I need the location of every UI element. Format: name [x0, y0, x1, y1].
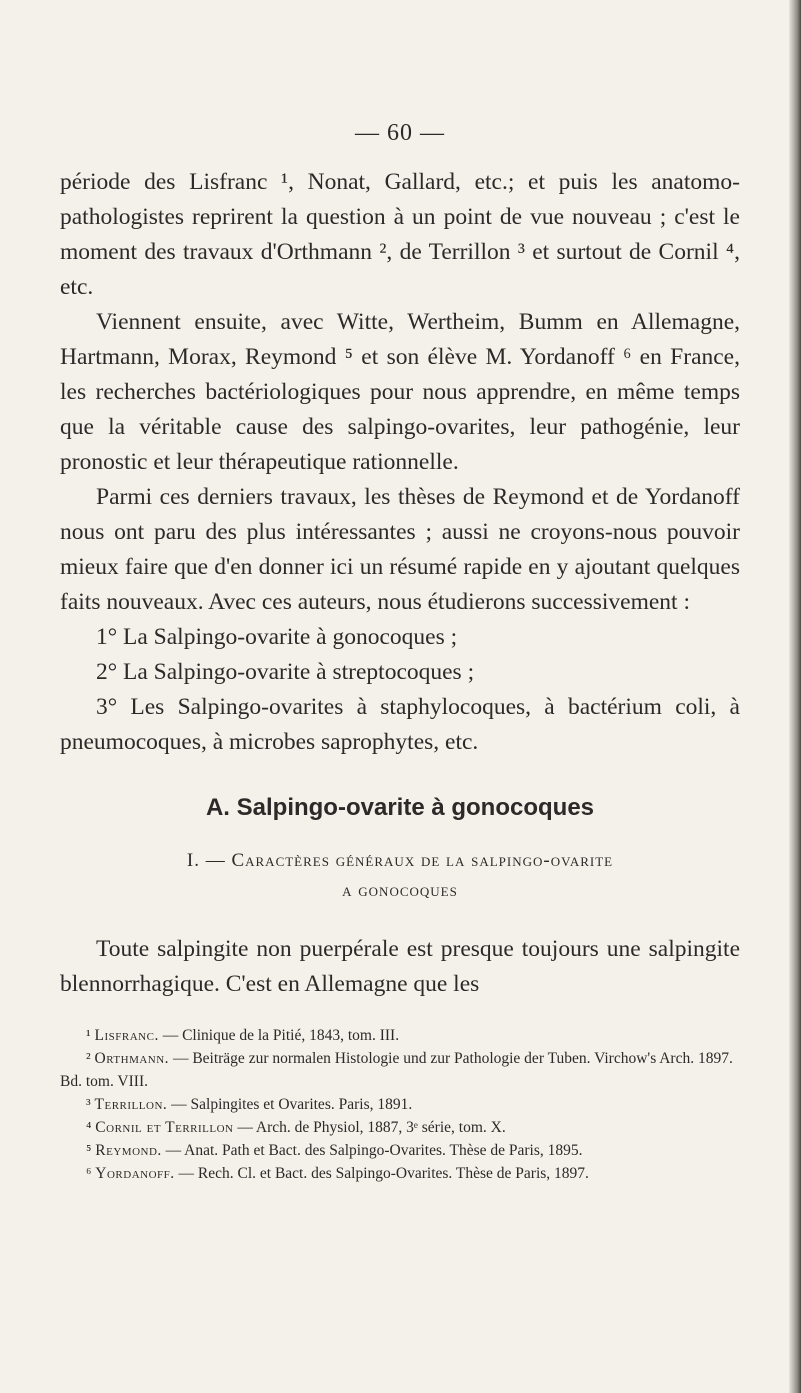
paragraph-1: période des Lisfranc ¹, Nonat, Gallard, etc.; et puis les anatomo-pathologistes reprirent la question à un point de vue nouveau ; c'est le moment des travaux d'Orthmann ², de Terrillon ³ et surtout de Cornil ⁴, etc.	[60, 169, 740, 300]
footnote-text: — Salpingites et Ovarites. Paris, 1891.	[171, 1096, 413, 1113]
footnotes	[60, 1024, 740, 1185]
footnote-author: Lisfranc.	[94, 1027, 159, 1044]
list-item: 3° Les Salpingo-ovarites à staphylocoques, à bactérium coli, à pneumocoques, à microbes saprophytes, etc.	[60, 694, 740, 755]
footnote-author: Reymond.	[95, 1142, 162, 1159]
footnote	[60, 1093, 740, 1116]
footnote	[60, 1116, 740, 1139]
footnote-text: — Anat. Path et Bact. des Salpingo-Ovarites. Thèse de Paris, 1895.	[165, 1142, 583, 1159]
list-item: 1° La Salpingo-ovarite à gonocoques ;	[96, 624, 458, 650]
footnote-mark: ¹	[86, 1027, 91, 1044]
footnote-author: Orthmann.	[94, 1050, 170, 1067]
paragraph-4: Toute salpingite non puerpérale est presque toujours une salpingite blennorrhagique. C'est en Allemagne que les	[60, 936, 740, 997]
page-edge-shadow	[789, 0, 801, 1393]
page-number: — 60 —	[355, 120, 445, 146]
section-heading: A. Salpingo-ovarite à gonocoques	[205, 794, 595, 821]
footnote-text: — Rech. Cl. et Bact. des Salpingo-Ovarites. Thèse de Paris, 1897.	[178, 1165, 589, 1182]
sub-heading-line-1: I. — Caractères généraux de la salpingo-ovarite	[186, 850, 614, 871]
paragraph-2: Viennent ensuite, avec Witte, Wertheim, Bumm en Allemagne, Hartmann, Morax, Reymond ⁵ et son élève M. Yordanoff ⁶ en France, les recherches bactériologiques pour nous apprendre, en même temps que la véritable cause des salpingo-ovarites, leur pathogénie, leur pronostic et leur thérapeutique rationnelle.	[60, 309, 740, 475]
footnote-mark: ²	[86, 1050, 91, 1067]
footnote-text: — Arch. de Physiol, 1887, 3ᵉ série, tom. X.	[237, 1119, 506, 1136]
footnote	[60, 1047, 740, 1093]
list-item: 2° La Salpingo-ovarite à streptocoques ;	[96, 659, 475, 685]
footnote-author: Terrillon.	[94, 1096, 168, 1113]
footnote	[60, 1139, 740, 1162]
footnote-mark: ⁶	[86, 1165, 92, 1182]
footnote-author: Cornil et Terrillon	[95, 1119, 234, 1136]
footnote-mark: ⁴	[86, 1119, 92, 1136]
paragraph-3: Parmi ces derniers travaux, les thèses de Reymond et de Yordanoff nous ont paru des plus intéressantes ; aussi ne croyons-nous pouvoir mieux faire que d'en donner ici un résumé rapide en y ajoutant quelques faits nouveaux. Avec ces auteurs, nous étudierons successivement :	[60, 484, 740, 615]
footnote-mark: ⁵	[86, 1142, 92, 1159]
sub-heading	[60, 846, 740, 906]
footnote-text: — Beiträge zur normalen Histologie und zur Pathologie der Tuben. Virchow's Arch. 1897. Bd. tom. VIII.	[60, 1050, 733, 1090]
footnote	[60, 1162, 740, 1185]
footnote	[60, 1024, 740, 1047]
sub-heading-line-2: a gonocoques	[342, 880, 458, 901]
footnote-text: — Clinique de la Pitié, 1843, tom. III.	[162, 1027, 400, 1044]
book-page	[60, 120, 740, 1185]
footnote-author: Yordanoff.	[95, 1165, 175, 1182]
footnote-mark: ³	[86, 1096, 91, 1113]
